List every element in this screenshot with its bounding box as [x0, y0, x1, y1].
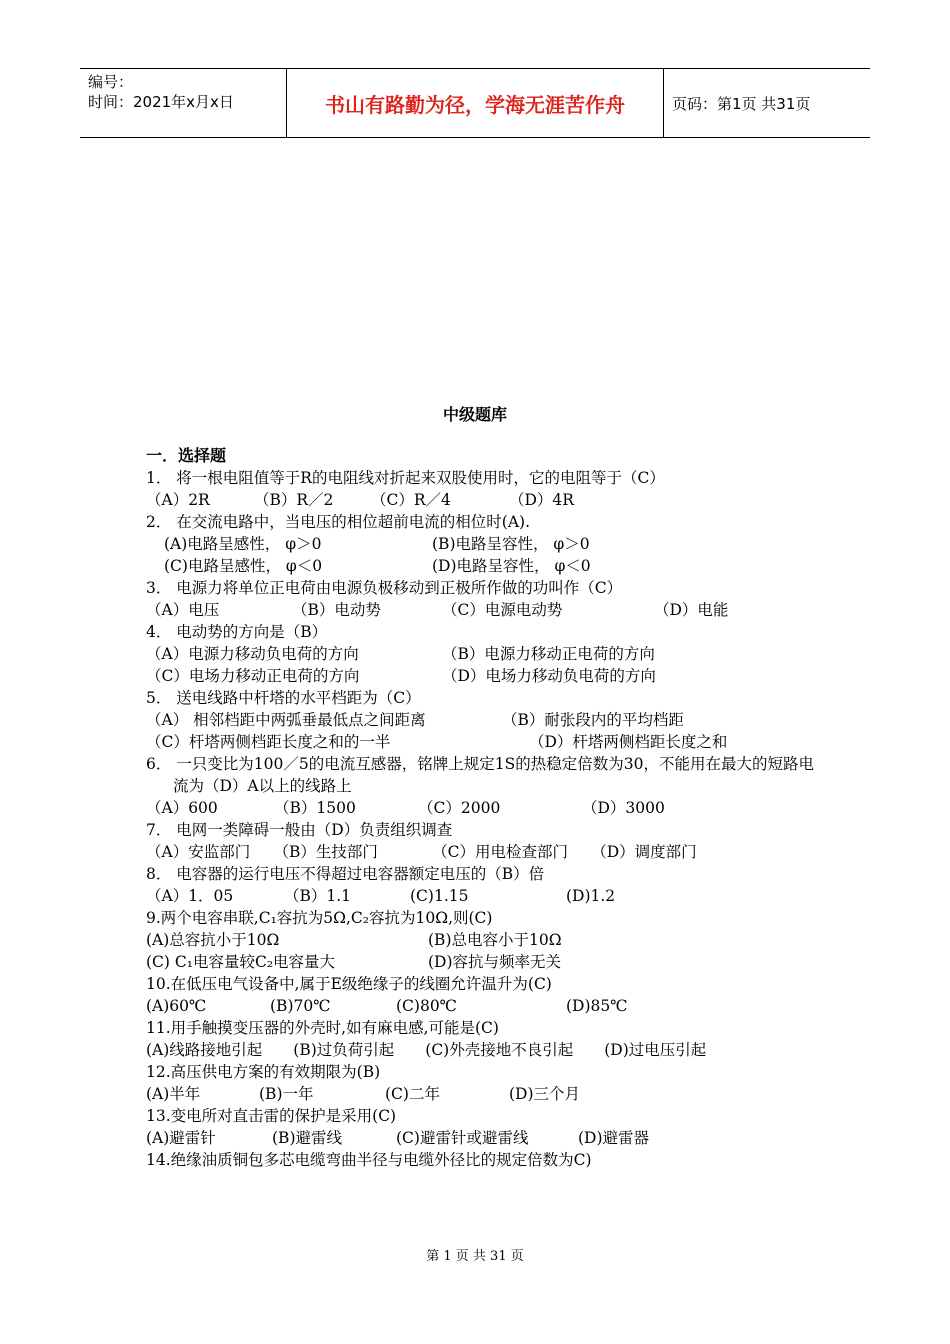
- question-7: 7． 电网一类障碍一般由（D）负责组织调查: [146, 821, 453, 839]
- option: （D）3000: [582, 799, 665, 817]
- option: （B）1.1: [284, 887, 352, 905]
- option: （C）电源电动势: [442, 601, 563, 619]
- option: (D)三个月: [509, 1085, 581, 1103]
- question-4-options-row2: [146, 665, 816, 687]
- time-label: 时间：2021年x月x日: [88, 93, 234, 111]
- option: （A）1．05: [146, 887, 234, 905]
- page-footer: 第 1 页 共 31 页: [426, 1249, 524, 1264]
- question-9: 9.两个电容串联,C₁容抗为5Ω,C₂容抗为10Ω,则(C): [146, 909, 493, 927]
- question-13-options: [146, 1127, 816, 1149]
- page-header: [80, 68, 870, 138]
- question-11: 11.用手触摸变压器的外壳时,如有麻电感,可能是(C): [146, 1019, 499, 1037]
- option: (A)电路呈感性， φ＞0: [164, 535, 322, 553]
- question-3: 3． 电源力将单位正电荷由电源负极移动到正极所作做的功叫作（C）: [146, 579, 623, 597]
- question-list: [146, 445, 816, 1171]
- option: (D)避雷器: [578, 1129, 650, 1147]
- option: (B)总电容小于10Ω: [428, 931, 562, 949]
- option: （D）电场力移动负电荷的方向: [442, 667, 656, 685]
- question-12: 12.高压供电方案的有效期限为(B): [146, 1063, 381, 1081]
- option: (B)电路呈容性， φ＞0: [432, 535, 590, 553]
- question-12-options: [146, 1083, 816, 1105]
- option: （C）杆塔两侧档距长度之和的一半: [146, 733, 391, 751]
- serial-label: 编号：: [88, 73, 134, 91]
- option: （A）电压: [146, 601, 220, 619]
- option: (A)60℃: [146, 997, 207, 1015]
- option: （A） 相邻档距中两弧垂最低点之间距离: [146, 711, 426, 729]
- option: (D)1.2: [566, 887, 616, 905]
- option: （A）电源力移动负电荷的方向: [146, 645, 359, 663]
- question-10: 10.在低压电气设备中,属于E级绝缘子的线圈允许温升为(C): [146, 975, 552, 993]
- option: (D)电路呈容性， φ＜0: [432, 557, 591, 575]
- option: （C）2000: [418, 799, 501, 817]
- question-5-options-row1: [146, 709, 816, 731]
- option: (C)80℃: [396, 997, 458, 1015]
- header-page-info: 页码：第1页 共31页: [672, 94, 811, 113]
- option: (D)容抗与频率无关: [428, 953, 562, 971]
- question-10-options: [146, 995, 816, 1017]
- option: (D)85℃: [566, 997, 628, 1015]
- option: (C)避雷针或避雷线: [396, 1129, 529, 1147]
- option: (C)1.15: [410, 887, 469, 905]
- option: （B）电动势: [292, 601, 381, 619]
- question-7-options: （A）安监部门 （B）生技部门 （C）用电检查部门 （D）调度部门: [146, 843, 697, 861]
- option: （C）电场力移动正电荷的方向: [146, 667, 360, 685]
- option: （B）电源力移动正电荷的方向: [442, 645, 655, 663]
- question-1: 1． 将一根电阻值等于R的电阻线对折起来双股使用时，它的电阻等于（C）: [146, 469, 665, 487]
- option: (A)总容抗小于10Ω: [146, 931, 280, 949]
- option: (C) C₁电容量较C₂电容量大: [146, 953, 336, 971]
- option: (B)70℃: [270, 997, 331, 1015]
- header-meta: [80, 69, 287, 137]
- option: (C)二年: [385, 1085, 440, 1103]
- question-3-options: [146, 599, 816, 621]
- document-title: 中级题库: [442, 405, 507, 424]
- question-5-options-row2: [146, 731, 816, 753]
- question-1-options: [146, 489, 816, 511]
- option: （B）1500: [274, 799, 356, 817]
- option: （B）耐张段内的平均档距: [502, 711, 684, 729]
- question-9-options-row1: [146, 929, 816, 951]
- option: （B）R／2: [254, 491, 334, 509]
- question-8-options: [146, 885, 816, 907]
- option: （C）R／4: [371, 491, 451, 509]
- option: （A）2R: [146, 491, 210, 509]
- option: （D）电能: [654, 601, 729, 619]
- option: (A)避雷针: [146, 1129, 216, 1147]
- question-2-options-row2: [146, 555, 816, 577]
- question-6: 6． 一只变比为100／5的电流互感器，铭牌上规定1S的热稳定倍数为30，不能用在最大的短路电流为（D）A以上的线路上: [146, 755, 814, 795]
- option: (B)避雷线: [272, 1129, 342, 1147]
- question-4: 4． 电动势的方向是（B）: [146, 623, 328, 641]
- question-11-options: (A)线路接地引起 (B)过负荷引起 (C)外壳接地不良引起 (D)过电压引起: [146, 1041, 707, 1059]
- option: （D）杆塔两侧档距长度之和: [529, 733, 728, 751]
- option: (B)一年: [259, 1085, 314, 1103]
- question-8: 8． 电容器的运行电压不得超过电容器额定电压的（B）倍: [146, 865, 545, 883]
- question-9-options-row2: [146, 951, 816, 973]
- question-5: 5． 送电线路中杆塔的水平档距为（C）: [146, 689, 421, 707]
- question-6-options: [146, 797, 816, 819]
- question-2: 2． 在交流电路中，当电压的相位超前电流的相位时(A).: [146, 513, 531, 531]
- question-14: 14.绝缘油质铜包多芯电缆弯曲半径与电缆外径比的规定倍数为C): [146, 1151, 592, 1169]
- option: （D）4R: [509, 491, 574, 509]
- question-2-options-row1: [146, 533, 816, 555]
- question-13: 13.变电所对直击雷的保护是采用(C): [146, 1107, 397, 1125]
- option: (A)半年: [146, 1085, 201, 1103]
- option: （A）600: [146, 799, 218, 817]
- option: (C)电路呈感性， φ＜0: [164, 557, 323, 575]
- section-heading: 一．选择题: [146, 446, 227, 465]
- header-motto: 书山有路勤为径，学海无涯苦作舟: [287, 69, 664, 137]
- question-4-options-row1: [146, 643, 816, 665]
